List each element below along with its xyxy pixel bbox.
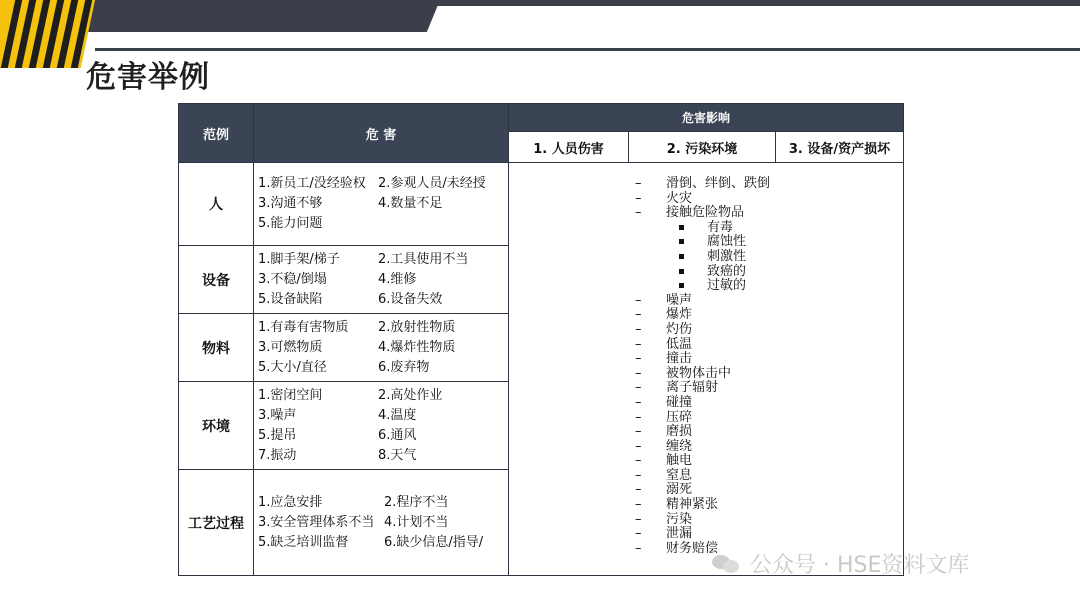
impact-item xyxy=(509,323,903,338)
impact-text: 精神紧张 xyxy=(666,497,719,513)
impact-text: 撞击 xyxy=(666,351,693,367)
hazard-item: 6.通风 xyxy=(378,427,417,443)
hazard-item: 1.应急安排 xyxy=(258,494,323,510)
hazard-item: 2.参观人员/未经授 xyxy=(378,176,486,191)
impact-item xyxy=(509,367,903,382)
impact-text: 滑倒、绊倒、跌倒 xyxy=(666,176,771,191)
impact-text: 致癌的 xyxy=(707,263,747,279)
hazard-item: 3.安全管理体系不当 xyxy=(258,514,375,530)
dash-bullet-icon: – xyxy=(635,511,642,527)
category-materials: 物料 xyxy=(179,314,254,382)
hazard-item: 5.大小/直径 xyxy=(258,359,327,375)
impact-text: 碰撞 xyxy=(666,394,693,410)
square-bullet-icon xyxy=(679,283,684,288)
hazard-item: 4.数量不足 xyxy=(378,196,443,211)
dash-bullet-icon: – xyxy=(635,394,642,410)
impact-text: 过敏的 xyxy=(707,278,747,294)
impact-text: 低温 xyxy=(666,336,693,352)
dash-bullet-icon: – xyxy=(635,438,642,454)
impact-text: 有毒 xyxy=(707,219,734,235)
dash-bullet-icon: – xyxy=(635,497,642,513)
impact-item xyxy=(509,192,903,207)
category-process: 工艺过程 xyxy=(179,470,254,576)
subheader-pollution: 2. 污染环境 xyxy=(629,132,776,163)
top-decoration-bar xyxy=(0,0,1080,32)
impact-item xyxy=(509,177,903,192)
hazard-item: 1.新员工/没经验权 xyxy=(258,176,366,191)
dash-bullet-icon: – xyxy=(635,482,642,498)
hazard-cell-materials xyxy=(254,314,509,382)
impact-item xyxy=(509,440,903,455)
impact-item xyxy=(509,498,903,513)
yellow-stripe-logo xyxy=(0,0,95,68)
impact-item xyxy=(509,308,903,323)
dash-bullet-icon: – xyxy=(635,205,642,221)
hazard-item: 3.可燃物质 xyxy=(258,339,323,355)
impact-item xyxy=(509,338,903,353)
impact-text: 污染 xyxy=(666,511,693,527)
hazard-item: 6.设备失效 xyxy=(378,291,443,307)
hazard-table xyxy=(178,103,904,576)
hazard-item: 2.放射性物质 xyxy=(378,319,456,335)
dash-bullet-icon: – xyxy=(635,307,642,323)
hazard-item: 4.计划不当 xyxy=(384,514,449,530)
dash-bullet-icon: – xyxy=(635,380,642,396)
subheader-equipment-damage: 3. 设备/资产损坏 xyxy=(776,132,904,163)
square-bullet-icon xyxy=(679,225,684,230)
hazard-item: 4.爆炸性物质 xyxy=(378,339,456,355)
hazard-item: 6.废弃物 xyxy=(378,359,430,375)
dash-bullet-icon: – xyxy=(635,351,642,367)
dash-bullet-icon: – xyxy=(635,453,642,469)
page-title: 危害举例 xyxy=(86,60,210,95)
impact-text: 腐蚀性 xyxy=(707,234,747,250)
hazard-cell-process xyxy=(254,470,509,576)
square-bullet-icon xyxy=(679,269,684,274)
impact-subitem xyxy=(509,250,903,265)
hazard-item: 4.温度 xyxy=(378,407,417,423)
impact-item xyxy=(509,396,903,411)
impact-item xyxy=(509,483,903,498)
hazard-cell-equipment xyxy=(254,246,509,314)
impact-text: 被物体击中 xyxy=(666,365,732,381)
hazard-item: 6.缺少信息/指导/ xyxy=(384,534,484,550)
impact-item xyxy=(509,294,903,309)
hazard-item: 7.振动 xyxy=(258,447,297,463)
watermark xyxy=(712,548,969,579)
impact-item xyxy=(509,411,903,426)
wechat-icon xyxy=(712,553,742,575)
impact-subitem xyxy=(509,265,903,280)
impact-item xyxy=(509,381,903,396)
impact-subitem xyxy=(509,235,903,250)
category-equipment: 设备 xyxy=(179,246,254,314)
watermark-text: 公众号 · HSE资料文库 xyxy=(750,553,970,578)
hazard-item: 3.噪声 xyxy=(258,407,297,423)
hazard-item: 5.设备缺陷 xyxy=(258,291,323,307)
hazard-item: 1.脚手架/梯子 xyxy=(258,251,340,267)
header-category: 范例 xyxy=(179,104,254,163)
impact-item xyxy=(509,425,903,440)
hazard-item: 3.沟通不够 xyxy=(258,196,323,211)
impact-item xyxy=(509,513,903,528)
impact-item xyxy=(509,206,903,221)
hazard-item: 2.工具使用不当 xyxy=(378,251,469,267)
dash-bullet-icon: – xyxy=(635,176,642,191)
dash-bullet-icon: – xyxy=(635,336,642,352)
impact-item xyxy=(509,352,903,367)
hazard-item: 4.维修 xyxy=(378,271,417,287)
header-hazard: 危 害 xyxy=(254,104,509,163)
impact-text: 灼伤 xyxy=(666,321,693,337)
hazard-item: 2.程序不当 xyxy=(384,494,449,510)
dash-bullet-icon: – xyxy=(635,424,642,440)
square-bullet-icon xyxy=(679,254,684,259)
impact-text: 磨损 xyxy=(666,424,693,440)
impact-text: 接触危险物品 xyxy=(666,205,745,221)
category-people: 人 xyxy=(179,163,254,246)
hazard-item: 1.密闭空间 xyxy=(258,387,323,403)
impact-cell xyxy=(509,163,904,576)
hazard-item: 8.天气 xyxy=(378,447,417,463)
dash-bullet-icon: – xyxy=(635,540,642,556)
subheader-personal-injury: 1. 人员伤害 xyxy=(509,132,629,163)
dash-bullet-icon: – xyxy=(635,365,642,381)
impact-text: 财务赔偿 xyxy=(666,540,719,556)
hazard-item: 1.有毒有害物质 xyxy=(258,319,349,335)
impact-text: 离子辐射 xyxy=(666,380,719,396)
impact-text: 触电 xyxy=(666,453,693,469)
dash-bullet-icon: – xyxy=(635,321,642,337)
hazard-item: 5.能力问题 xyxy=(258,216,323,231)
hazard-cell-people xyxy=(254,163,509,246)
impact-text: 溺死 xyxy=(666,482,693,498)
impact-text: 爆炸 xyxy=(666,307,693,323)
header-impact: 危害影响 xyxy=(509,104,904,132)
hazard-cell-environment xyxy=(254,382,509,470)
impact-text: 刺激性 xyxy=(707,248,747,264)
dash-bullet-icon: – xyxy=(635,467,642,483)
impact-item xyxy=(509,527,903,542)
dash-bullet-icon: – xyxy=(635,292,642,308)
hazard-item: 5.提吊 xyxy=(258,427,297,443)
impact-subitem xyxy=(509,279,903,294)
impact-text: 缠绕 xyxy=(666,438,693,454)
hazard-item: 3.不稳/倒塌 xyxy=(258,271,327,287)
square-bullet-icon xyxy=(679,239,684,244)
hazard-item: 5.缺乏培训监督 xyxy=(258,534,349,550)
impact-text: 噪声 xyxy=(666,292,693,308)
dash-bullet-icon: – xyxy=(635,526,642,542)
impact-text: 泄漏 xyxy=(666,526,693,542)
hazard-item: 2.高处作业 xyxy=(378,387,443,403)
dash-bullet-icon: – xyxy=(635,190,642,206)
impact-item xyxy=(509,469,903,484)
impact-text: 窒息 xyxy=(666,467,693,483)
dash-bullet-icon: – xyxy=(635,409,642,425)
impact-text: 压碎 xyxy=(666,409,693,425)
category-environment: 环境 xyxy=(179,382,254,470)
title-underline xyxy=(95,48,1080,51)
impact-list xyxy=(509,163,903,556)
impact-item xyxy=(509,454,903,469)
impact-text: 火灾 xyxy=(666,190,693,206)
